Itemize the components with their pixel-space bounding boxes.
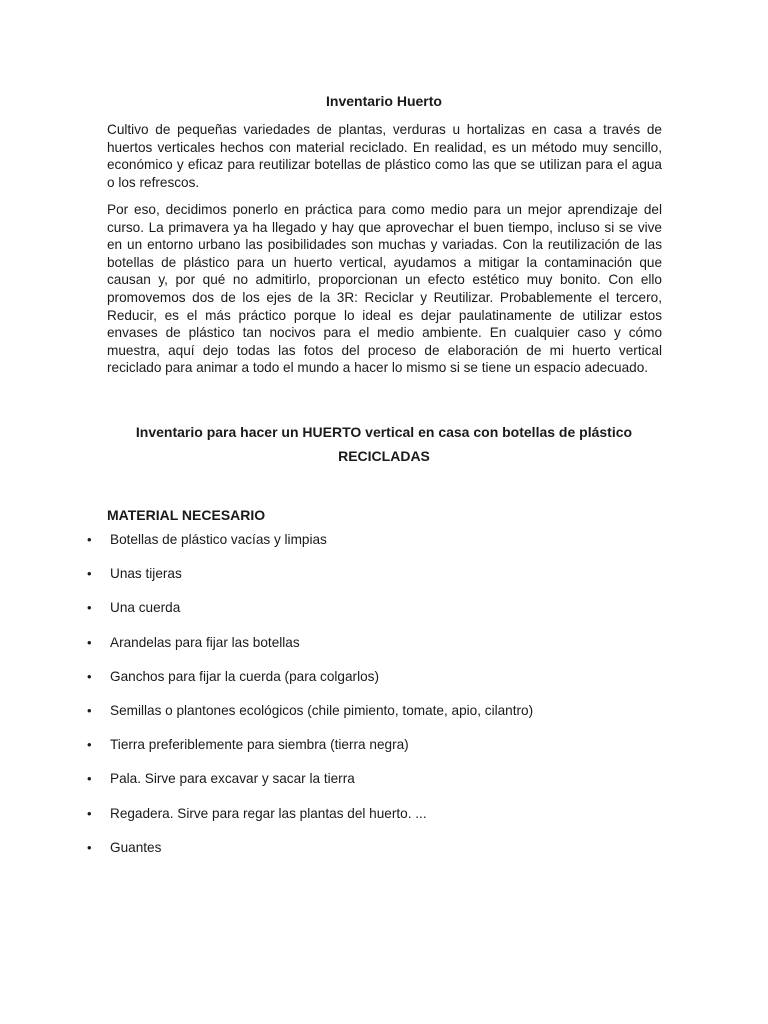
list-item-text: Unas tijeras xyxy=(110,566,182,582)
bullet-icon: • xyxy=(87,839,92,855)
document-title: Inventario Huerto xyxy=(326,93,442,109)
list-item-text: Botellas de plástico vacías y limpias xyxy=(110,532,327,547)
bullet-icon: • xyxy=(87,805,92,821)
bullet-icon: • xyxy=(87,771,92,787)
list-item-text: Ganchos para fijar la cuerda (para colgarlos) xyxy=(110,668,379,684)
list-item-text: Arandelas para fijar las botellas xyxy=(110,634,300,650)
bullet-icon: • xyxy=(87,702,92,718)
list-item xyxy=(0,805,768,839)
list-item xyxy=(0,668,768,702)
list-item-text: Tierra preferiblemente para siembra (tierra negra) xyxy=(110,737,409,753)
list-item-text: Semillas o plantones ecológicos (chile pimiento, tomate, apio, cilantro) xyxy=(110,702,534,718)
list-item xyxy=(0,736,768,770)
list-item xyxy=(0,531,768,565)
body-paragraph: Por eso, decidimos ponerlo en práctica para como medio para un mejor aprendizaje del curso. La primavera ya ha llegado y hay que aprovechar el buen tiempo, incluso si se vive en un entorno urbano las posibilidades son muchas y variadas. Con la reutilización de las botellas de plástico para un huerto vertical, ayudamos a mitigar la contaminación que causan y, por qué no admitirlo, proporcionan un efecto estético muy bonito. Con ello promovemos dos de los ejes de la 3R: Reciclar y Reutilizar. Probablemente el tercero, Reducir, es el más práctico porque lo ideal es dejar paulatinamente de utilizar estos envases de plástico tan nocivos para el medio ambiente. En cualquier caso y cómo muestra, aquí dejo todas las fotos del proceso de elaboración de mi huerto vertical reciclado para animar a todo el mundo a hacer lo mismo si se tiene un espacio adecuado. xyxy=(107,202,662,376)
list-item xyxy=(0,702,768,736)
inventory-subtitle: Inventario para hacer un HUERTO vertical en casa con botellas de plástico xyxy=(135,424,633,440)
bullet-icon: • xyxy=(87,634,92,650)
list-item-text: Una cuerda xyxy=(110,600,181,616)
materials-heading: MATERIAL NECESARIO xyxy=(107,507,266,523)
bullet-icon: • xyxy=(87,532,92,547)
list-item xyxy=(0,565,768,599)
bullet-icon: • xyxy=(87,737,92,753)
list-item xyxy=(0,770,768,804)
list-item-text: Pala. Sirve para excavar y sacar la tierra xyxy=(110,771,355,787)
bullet-icon: • xyxy=(87,668,92,684)
bullet-icon: • xyxy=(87,566,92,582)
bullet-icon: • xyxy=(87,600,92,616)
materials-list xyxy=(0,531,768,873)
list-item xyxy=(0,634,768,668)
list-item xyxy=(0,599,768,633)
list-item-text: Guantes xyxy=(110,839,162,855)
list-item-text: Regadera. Sirve para regar las plantas del huerto. ... xyxy=(110,805,427,821)
inventory-subtitle-continued: RECICLADAS xyxy=(338,448,430,464)
list-item xyxy=(0,839,768,873)
intro-paragraph: Cultivo de pequeñas variedades de plantas, verduras u hortalizas en casa a través de huertos verticales hechos con material reciclado. En realidad, es un método muy sencillo, económico y eficaz para reutilizar botellas de plástico como las que se utilizan para el agua o los refrescos. xyxy=(107,122,662,190)
